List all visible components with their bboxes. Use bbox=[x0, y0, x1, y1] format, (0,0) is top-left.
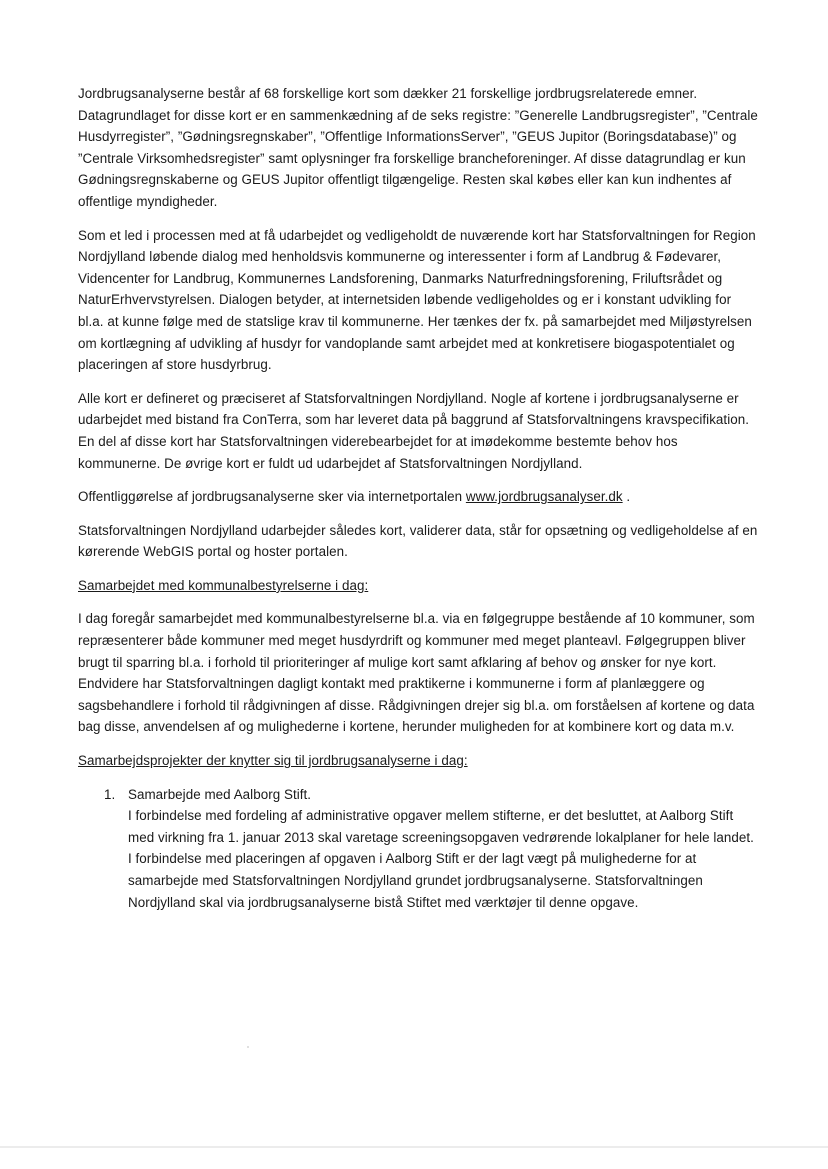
page-bottom-edge bbox=[0, 1146, 828, 1148]
list-item-number: 1. bbox=[104, 786, 116, 802]
publication-text-end: . bbox=[622, 489, 631, 505]
portal-link[interactable]: www.jordbrugsanalyser.dk bbox=[465, 489, 623, 505]
section-heading-collaboration: Samarbejdet med kommunalbestyrelserne i dag: bbox=[78, 577, 369, 593]
projects-list bbox=[78, 784, 758, 914]
list-item-title: Samarbejde med Aalborg Stift. bbox=[128, 786, 312, 802]
section-heading-projects: Samarbejdsprojekter der knytter sig til jordbrugsanalyserne i dag: bbox=[78, 753, 468, 769]
paragraph-map-definition: Alle kort er defineret og præciseret af Statsforvaltningen Nordjylland. Nogle af kortene i jordbrugsanalyserne er udarbejdet med bistand fra ConTerra, som har leveret data på baggrund af Statsforvaltningens kravspecifikation. En del af disse kort har Statsforvaltningen viderebearbejdet for at imødekomme bestemte behov hos kommunerne. De øvrige kort er fuldt ud udarbejdet af Statsforvaltningen Nordjylland. bbox=[78, 390, 749, 471]
paragraph-publication bbox=[78, 486, 758, 508]
document-page bbox=[78, 83, 758, 913]
list-item-body: I forbindelse med fordeling af administrative opgaver mellem stifterne, er det besluttet, at Aalborg Stift med virkning fra 1. januar 2013 skal varetage screeningsopgaven vedrørende lokalplaner for hele landet. I forbindelse med placeringen af opgaven i Aalborg Stift er der lagt vægt på mulighederne for at samarbejde med Statsforvaltningen Nordjylland grundet jordbrugsanalyserne. Statsforvaltningen Nordjylland skal via jordbrugsanalyserne bistå Stiftet med værktøjer til denne opgave. bbox=[128, 808, 754, 910]
scan-speck bbox=[247, 1046, 249, 1048]
paragraph-data-sources: Jordbrugsanalyserne består af 68 forskellige kort som dækker 21 forskellige jordbrugsrelaterede emner. Datagrundlaget for disse kort er en sammenkædning af de seks registre: ”Generelle Landbrugsregister”, ”Centrale Husdyrregister”, ”Gødningsregnskaber”, ”Offentlige InformationsServer”, ”GEUS Jupitor (Boringsdatabase)” og ”Centrale Virksomhedsregister” samt oplysninger fra forskellige brancheforeninger. Af disse datagrundlag er kun Gødningsregnskaberne og GEUS Jupitor offentligt tilgængelige. Resten skal købes eller kan kun indhentes af offentlige myndigheder. bbox=[78, 86, 758, 209]
paragraph-webgis: Statsforvaltningen Nordjylland udarbejder således kort, validerer data, står for opsætning og vedligeholdelse af en kørerende WebGIS portal og hoster portalen. bbox=[78, 522, 758, 560]
list-item bbox=[104, 784, 758, 914]
paragraph-collaboration: I dag foregår samarbejdet med kommunalbestyrelserne bl.a. via en følgegruppe bestående af 10 kommuner, som repræsenterer både kommuner med meget husdyrdrift og kommuner med meget planteavl. Følgegruppen bliver brugt til sparring bl.a. i forhold til prioriteringer af mulige kort samt afklaring af behov og ønsker for nye kort. Endvidere har Statsforvaltningen dagligt kontakt med praktikerne i kommunerne i form af planlæggere og sagsbehandlere i forhold til rådgivningen af disse. Rådgivningen drejer sig bl.a. om forståelsen af kortene og data bag disse, anvendelsen af og mulighederne i kortene, herunder muligheden for at kombinere kort og data m.v. bbox=[78, 611, 755, 735]
publication-text: Offentliggørelse af jordbrugsanalyserne sker via internetportalen bbox=[78, 489, 466, 505]
paragraph-dialogue-process: Som et led i processen med at få udarbejdet og vedligeholdt de nuværende kort har Statsforvaltningen for Region Nordjylland løbende dialog med henholdsvis kommunerne og interessenter i form af Landbrug & Fødevarer, Videncenter for Landbrug, Kommunernes Landsforening, Danmarks Naturfredningsforening, Friluftsrådet og NaturErhvervstyrelsen. Dialogen betyder, at internetsiden løbende vedligeholdes og er i konstant udvikling for bl.a. at kunne følge med de statslige krav til kommunerne. Her tænkes der fx. på samarbejdet med Miljøstyrelsen om kortlægning af udvikling af husdyr for vandoplande samt arbejdet med at konkretisere biogaspotentialet og placeringen af store husdyrbrug. bbox=[78, 227, 756, 373]
